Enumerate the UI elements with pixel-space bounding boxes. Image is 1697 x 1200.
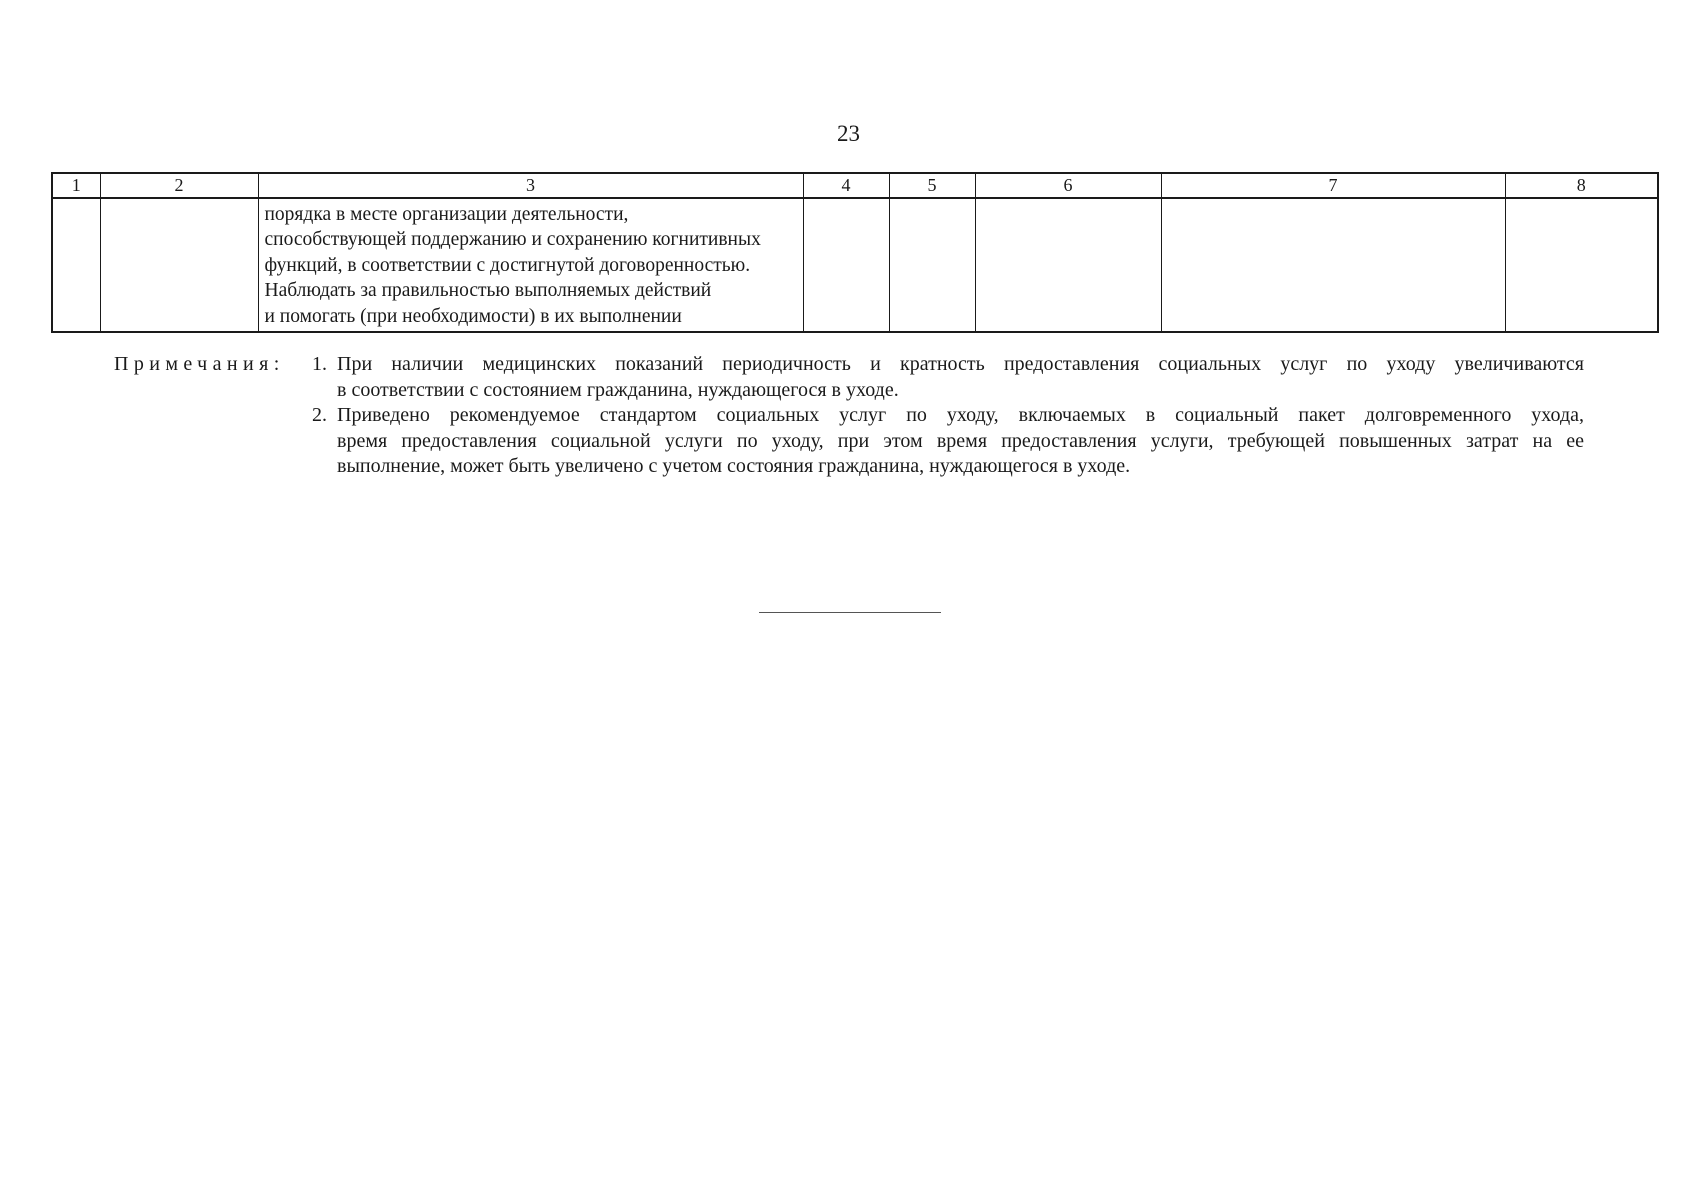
services-table: [51, 172, 1659, 333]
column-header-4: 4: [803, 173, 889, 198]
column-header-6: 6: [975, 173, 1161, 198]
note-text-line: Приведено рекомендуемое стандартом социальных услуг по уходу, включаемых в социальный пакет долговременного ухода,: [337, 404, 1584, 426]
service-description-line: и помогать (при необходимости) в их выполнении: [264, 305, 682, 327]
table-cell-5: [889, 198, 975, 332]
table-cell-2: [100, 198, 258, 332]
table-cell-8: [1505, 198, 1658, 332]
end-divider: [759, 612, 941, 613]
service-description-line: порядка в месте организации деятельности,: [264, 204, 629, 225]
note-text-line: в соответствии с состоянием гражданина, нуждающегося в уходе.: [337, 378, 899, 401]
column-header-7: 7: [1161, 173, 1505, 198]
note-text-line: выполнение, может быть увеличено с учетом состояния гражданина, нуждающегося в уходе.: [337, 455, 1131, 478]
column-header-2: 2: [100, 173, 258, 198]
table-cell-3: [258, 198, 803, 332]
service-description: [259, 199, 803, 331]
note-item-1: [312, 352, 1584, 403]
note-text-line: При наличии медицинских показаний периодичность и кратность предоставления социальных услуг по уходу увеличиваются: [337, 353, 1584, 375]
column-header-1: 1: [52, 173, 100, 198]
note-text-line: время предоставления социальной услуги по уходу, при этом время предоставления услуги, требующей повышенных затрат на ее: [337, 429, 1584, 452]
table-header-row: [52, 173, 1658, 198]
notes-label: Примечания:: [114, 353, 285, 375]
note-number: 2.: [312, 404, 327, 426]
table-cell-4: [803, 198, 889, 332]
page-number: 23: [837, 121, 860, 146]
service-description-line: способствующей поддержанию и сохранению когнитивных: [264, 229, 761, 251]
table-cell-1: [52, 198, 100, 332]
table-cell-6: [975, 198, 1161, 332]
note-item-2: [312, 403, 1584, 480]
table-cell-7: [1161, 198, 1505, 332]
note-number: 1.: [312, 353, 327, 375]
column-header-8: 8: [1505, 173, 1658, 198]
column-header-5: 5: [889, 173, 975, 198]
service-description-line: функций, в соответствии с достигнутой договоренностью.: [264, 254, 751, 276]
table-row: [52, 198, 1658, 332]
service-description-line: Наблюдать за правильностью выполняемых действий: [264, 280, 712, 302]
column-header-3: 3: [258, 173, 803, 198]
